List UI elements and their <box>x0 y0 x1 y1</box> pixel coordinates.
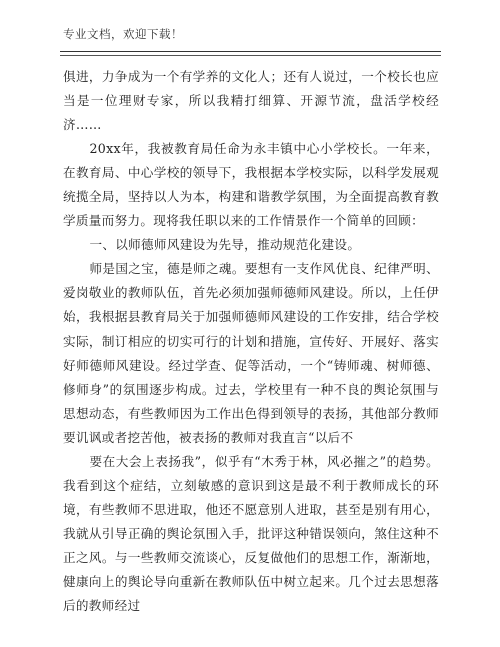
paragraph-continuation: 俱进，力争成为一个有学养的文化人；还有人说过，一个校长也应当是一位理财专家，所以我精打细算、开源节流，盘活学校经济…… <box>63 69 439 133</box>
header-rule-secondary <box>60 55 441 56</box>
document-body <box>63 65 439 618</box>
paragraph-ethics: 师是国之宝，德是师之魂。要想有一支作风优良、纪律严明、爱岗敬业的教师队伍，首先必须加强师德师风建设。所以，上任伊始，我根据县教育局关于加强师德师风建设的工作安排，结合学校实际，制订相应的切实可行的计划和措施，宣传好、开展好、落实好师德师风建设。经过学查、促等活动，一个“铸师魂、树师德、修师身”的氛围逐步构成。过去，学校里有一种不良的舆论氛围与思想动态，有些教师因为工作出色得到领导的表扬，其他部分教师要讥讽或者挖苦他，被表扬的教师对我直言“以后不 <box>63 261 439 445</box>
header-note: 专业文档，欢迎下载！ <box>63 27 183 41</box>
header-rule <box>60 51 441 52</box>
paragraph-atmosphere: 要在大会上表扬我”，似乎有“木秀于林，风必摧之”的趋势。我看到这个症结，立刻敏感的意识到这是最不利于教师成长的环境，有些教师不思进取，他还不愿意别人进取，甚至是别有用心，我就从引导正确的舆论氛围入手，批评这种错误领向，煞住这种不正之风。与一些教师交流谈心，反复做他们的思想工作，渐渐地，健康向上的舆论导向重新在教师队伍中树立起来。几个过去思想落后的教师经过 <box>63 453 439 614</box>
section-heading: 一、以师德师风建设为先导，推动规范化建设。 <box>89 237 361 253</box>
paragraph-intro: 20xx年，我被教育局任命为永丰镇中心小学校长。一年来，在教育局、中心学校的领导下，我根据本学校实际，以科学发展观统揽全局，坚持以人为本，构建和谐教学氛围，为全面提高教育教学质量而努力。现将我任职以来的工作情景作一个简单的回顾： <box>63 141 439 229</box>
